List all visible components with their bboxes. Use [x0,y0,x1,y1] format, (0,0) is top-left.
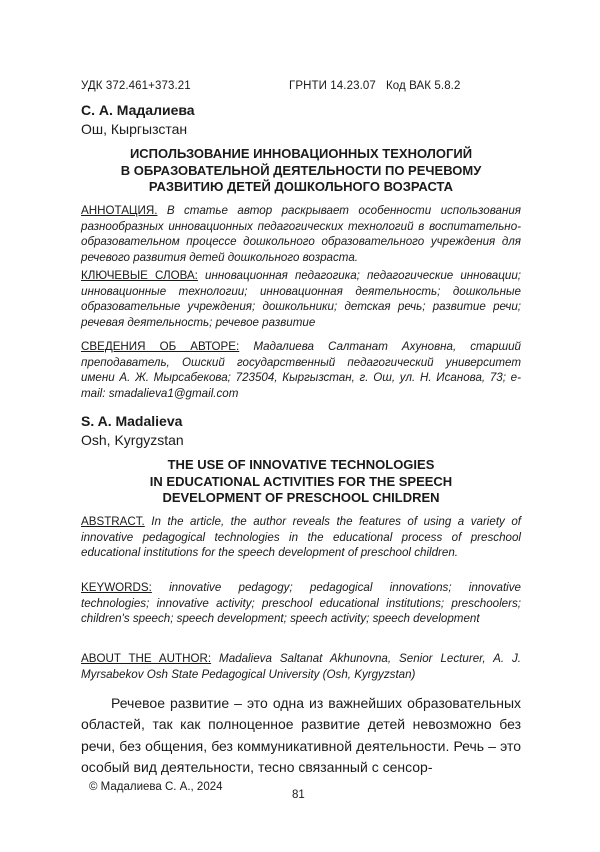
about-author-label: ABOUT THE AUTHOR: [81,652,212,665]
keywords-en [81,580,521,627]
about-author-text: Madalieva Saltanat Akhunovna, Senior Lecturer, A. J. Myrsabekov Osh State Pedagogical University (Osh, Kyrgyzstan) [81,652,521,681]
author-location-ru: Ош, Кыргызстан [81,121,188,137]
title-line: В ОБРАЗОВАТЕЛЬНОЙ ДЕЯТЕЛЬНОСТИ ПО РЕЧЕВОМУ [120,162,482,178]
page-number: 81 [292,789,305,801]
title-line: THE USE OF INNOVATIVE TECHNOLOGIES [167,457,435,472]
author-location-en: Osh, Kyrgyzstan [81,432,184,448]
abstract-text: In the article, the author reveals the features of using a variety of innovative pedagogical technologies in the educational process of preschool educational institutions for the speech development of preschool children. [81,515,521,560]
body-paragraph: Речевое развитие – это одна из важнейших образовательных областей, так как полноценное развитие детей невозможно без речи, без общения, без коммуникативной деятельности. Речь – это особый вид деятельности, тесно связанный с сенсор- [81,695,521,776]
grnti-code: ГРНТИ 14.23.07 [289,80,376,92]
annotation-text: В статье автор раскрывает особенности использования разнообразных инновационных педагогических технологий в воспитательно-образовательном процессе дошкольного образовательного учреждения для речевого развития детей дошкольного возраста. [81,204,521,264]
title-line: DEVELOPMENT OF PRESCHOOL CHILDREN [162,490,440,505]
keywords-ru [81,268,521,330]
title-line: РАЗВИТИЮ ДЕТЕЙ ДОШКОЛЬНОГО ВОЗРАСТА [148,179,454,194]
copyright-notice: © Мадалиева С. А., 2024 [89,781,223,793]
about-author-label: СВЕДЕНИЯ ОБ АВТОРЕ: [81,340,240,353]
article-title-en [81,457,521,507]
vak-code: Код ВАК 5.8.2 [386,80,461,92]
article-title-ru [81,146,521,196]
keywords-text: innovative pedagogy; pedagogical innovations; innovative technologies; innovative activity; preschool educational institutions; preschoolers; children's speech; speech development; speech activity; speech development [81,581,521,626]
annotation-ru [81,203,521,265]
about-author-ru [81,339,521,401]
keywords-text: инновационная педагогика; педагогические инновации; инновационные технологии; инновационная деятельность; дошкольные образовательные учреждения; дошкольники; детская речь; развитие речи; речевая деятельность; речевое развитие [81,269,521,329]
abstract-label: ABSTRACT. [81,515,145,528]
keywords-label: КЛЮЧЕВЫЕ СЛОВА: [81,269,198,282]
keywords-label: KEYWORDS: [81,581,152,594]
udk-code: УДК 372.461+373.21 [81,80,191,92]
author-name-en: S. A. Madalieva [81,413,183,429]
title-line: IN EDUCATIONAL ACTIVITIES FOR THE SPEECH [149,473,453,489]
annotation-label: АННОТАЦИЯ. [81,204,158,217]
about-author-en [81,651,521,682]
about-author-text: Мадалиева Салтанат Ахуновна, старший преподаватель, Ошский государственный педагогический университет имени А. Ж. Мырсабекова; 723504, Кыргызстан, г. Ош, ул. Н. Исанова, 73; e-mail: smadalieva1@gmail.com [81,340,521,400]
author-name-ru: С. А. Мадалиева [81,102,195,118]
title-line: ИСПОЛЬЗОВАНИЕ ИННОВАЦИОННЫХ ТЕХНОЛОГИЙ [129,146,473,161]
abstract-en [81,514,521,561]
